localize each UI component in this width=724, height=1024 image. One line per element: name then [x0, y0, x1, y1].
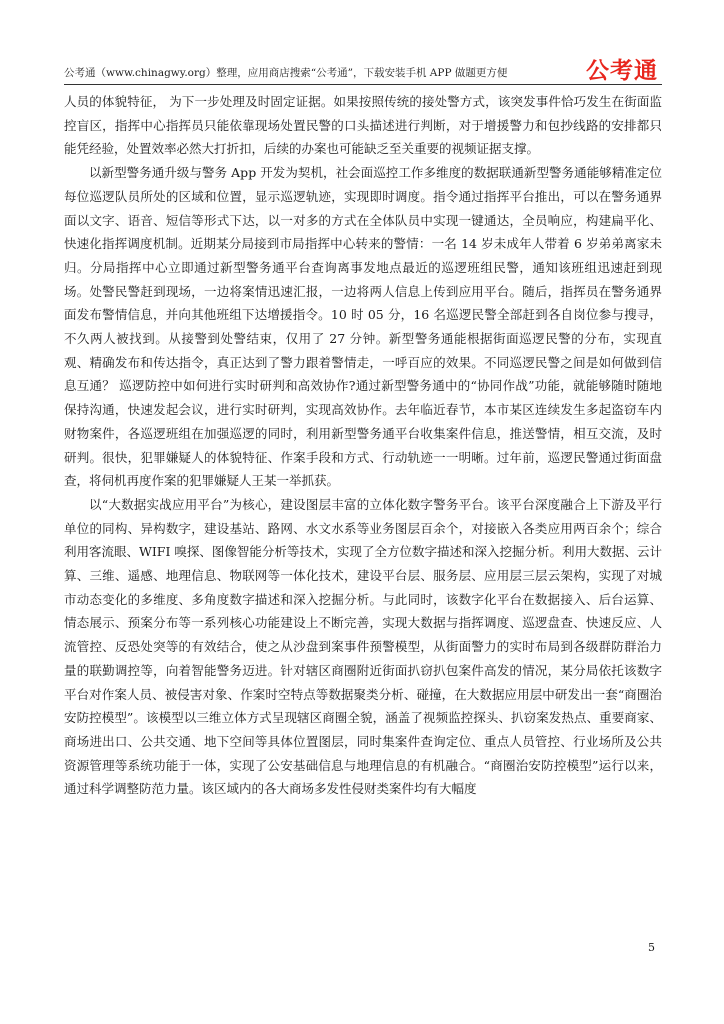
header-note: 公考通（www.chinagwy.org）整理，应用商店搜索“公考通”，下载安装手机 APP 做题更方便 — [64, 67, 508, 79]
page-header — [64, 52, 664, 84]
paragraph-police-app: 以新型警务通升级与警务 App 开发为契机，社会面巡控工作多维度的数据联通新型警务通能够精准定位每位巡逻队员所处的区域和位置，显示巡逻轨迹，实现即时调度。指令通过指挥平台推出，可以在警务通界面以文字、语音、短信等形式下达，以一对多的方式在全体队员中实现一键通达，全员响应，构建扁平化、快速化指挥调度机制。近期某分局接到市局指挥中心转来的警情：一名 14 岁未成年人带着 6 岁弟弟离家未归。分局指挥中心立即通过新型警务通平台查询离事发地点最近的巡逻班组民警，通知该班组迅速赶到现场。处警民警赶到现场，一边将案情迅速汇报，一边将两人信息上传到应用平台。随后，指挥员在警务通界面发布警情信息，并向其他班组下达增援指令。10 时 05 分，16 名巡逻民警全部赶到各自岗位参与搜寻，不久两人被找到。从接警到处警结束，仅用了 27 分钟。新型警务通能根据街面巡逻民警的分布，实现直观、精确发布和传达指令，真正达到了警力跟着警情走，一呼百应的效果。不同巡逻民警之间是如何做到信息互通？ 巡逻防控中如何进行实时研判和高效协作?通过新型警务通中的“协同作战”功能，就能够随时随地保持沟通，快速发起会议，进行实时研判，实现高效协作。去年临近春节，本市某区连续发生多起盗窃车内财物案件，各巡逻班组在加强巡逻的同时，利用新型警务通平台收集案件信息，推送警情，相互交流，及时研判。很快，犯罪嫌疑人的体貌特征、作案手段和方式、行动轨迹一一明晰。过年前，巡逻民警通过街面盘查，将伺机再度作案的犯罪嫌疑人王某一举抓获。 — [64, 165, 662, 489]
document-body — [64, 90, 662, 801]
paragraph-big-data-platform: 以“大数据实战应用平台”为核心，建设图层丰富的立体化数字警务平台。该平台深度融合上下游及平行单位的同构、异构数字，建设基站、路网、水文水系等业务图层百余个，对接嵌入各类应用两百余个；综合利用客流眼、WIFI 嗅探、图像智能分析等技术，实现了全方位数字描述和深入挖掘分析。利用大数据、云计算、三维、遥感、地理信息、物联网等一体化技术，建设平台层、服务层、应用层三层云架构，实现了对城市动态变化的多维度、多角度数字描述和深入挖掘分析。与此同时，该数字化平台在数据接入、后台运算、情态展示、预案分布等一系列核心功能建设上不断完善，实现大数据与指挥调度、巡逻盘查、快速反应、人流管控、反恐处突等的有效结合，使之从沙盘到案事件预警模型，从街面警力的实时布局到各级群防群治力量的联勤调控等，向着智能警务迈进。针对辖区商圈附近街面扒窃扒包案件高发的情况，某分局依托该数字平台对作案人员、被侵害对象、作案时空特点等数据聚类分析、碰撞，在大数据应用层中研发出一套“商圈治安防控模型”。该模型以三维立体方式呈现辖区商圈全貌，涵盖了视频监控探头、扒窃案发热点、重要商家、商场进出口、公共交通、地下空间等具体位置图层，同时集案件查询定位、重点人员管控、行业场所及公共资源管理等系统功能于一体，实现了公安基础信息与地理信息的有机融合。“商圈治安防控模型”运行以来，通过科学调整防范力量。该区域内的各大商场多发性侵财类案件均有大幅度 — [64, 496, 662, 797]
page-number: 5 — [648, 941, 655, 954]
paragraph-continued: 人员的体貌特征， 为下一步处理及时固定证据。如果按照传统的接处警方式，该突发事件恰巧发生在街面监控盲区，指挥中心指挥员只能依靠现场处置民警的口头描述进行判断，对于增援警力和包抄线路的安排都只能凭经验，处置效率必然大打折扣，后续的办案也可能缺乏至关重要的视频证据支撑。 — [64, 94, 662, 157]
header-divider — [64, 84, 662, 85]
gongkaotong-logo: 公考通 — [586, 58, 658, 84]
